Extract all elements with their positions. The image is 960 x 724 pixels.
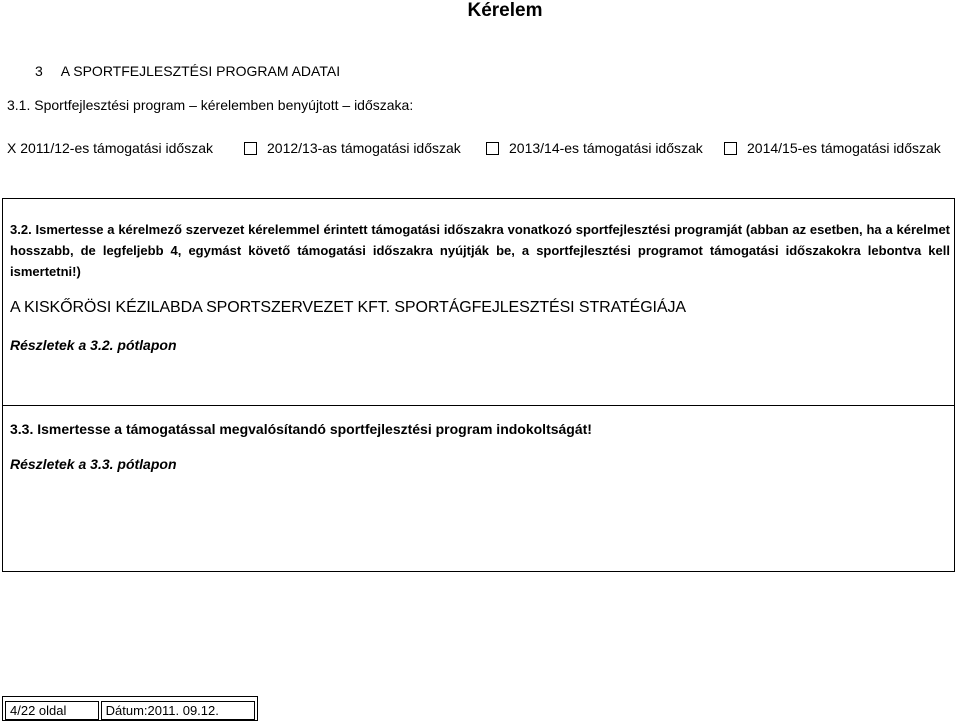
q32-answer: A KISKŐRÖSI KÉZILABDA SPORTSZERVEZET KFT. SPORTÁGFEJLESZTÉSI STRATÉGIÁJA xyxy=(10,299,686,316)
period-label: 2011/12-es támogatási időszak xyxy=(20,140,213,156)
document-title: Kérelem xyxy=(467,0,543,21)
period-checkbox[interactable] xyxy=(244,142,257,155)
period-mark: X xyxy=(7,140,17,156)
page-number: 4/22 oldal xyxy=(5,701,99,720)
document-date: Dátum:2011. 09.12. xyxy=(101,701,255,720)
q33-details-note: Részletek a 3.3. pótlapon xyxy=(10,456,177,472)
period-label: 2013/14-es támogatási időszak xyxy=(509,140,703,156)
q32-question: 3.2. Ismertesse a kérelmező szervezet kérelemmel érintett támogatási időszakra vonatkozó sportfejlesztési programját (abban az esetben, ha a kérelmet hosszabb, de legfeljebb 4, egymást követő támogatási időszakra nyújtják be, a sportfejlesztési programot támogatási időszakokra lebontva kell ismertetni!) xyxy=(10,222,950,279)
subsection-heading: 3.1. Sportfejlesztési program – kérelemben benyújtott – időszaka: xyxy=(7,97,414,113)
period-option-2012-13[interactable] xyxy=(244,140,461,156)
section-number: 3 xyxy=(35,63,43,79)
period-label: 2014/15-es támogatási időszak xyxy=(747,140,941,156)
period-option-2014-15[interactable] xyxy=(724,140,941,156)
period-option-2011-12[interactable] xyxy=(7,140,213,156)
period-option-2013-14[interactable] xyxy=(486,140,703,156)
q33-question: 3.3. Ismertesse a támogatással megvalósítandó sportfejlesztési program indokoltságát! xyxy=(10,421,592,437)
period-options xyxy=(0,140,960,160)
period-label: 2012/13-as támogatási időszak xyxy=(267,140,461,156)
page-footer xyxy=(2,696,258,721)
section-title: A SPORTFEJLESZTÉSI PROGRAM ADATAI xyxy=(60,63,341,79)
period-checkbox[interactable] xyxy=(724,142,737,155)
section-heading xyxy=(35,63,340,79)
period-checkbox[interactable] xyxy=(486,142,499,155)
q32-details-note: Részletek a 3.2. pótlapon xyxy=(10,337,177,353)
